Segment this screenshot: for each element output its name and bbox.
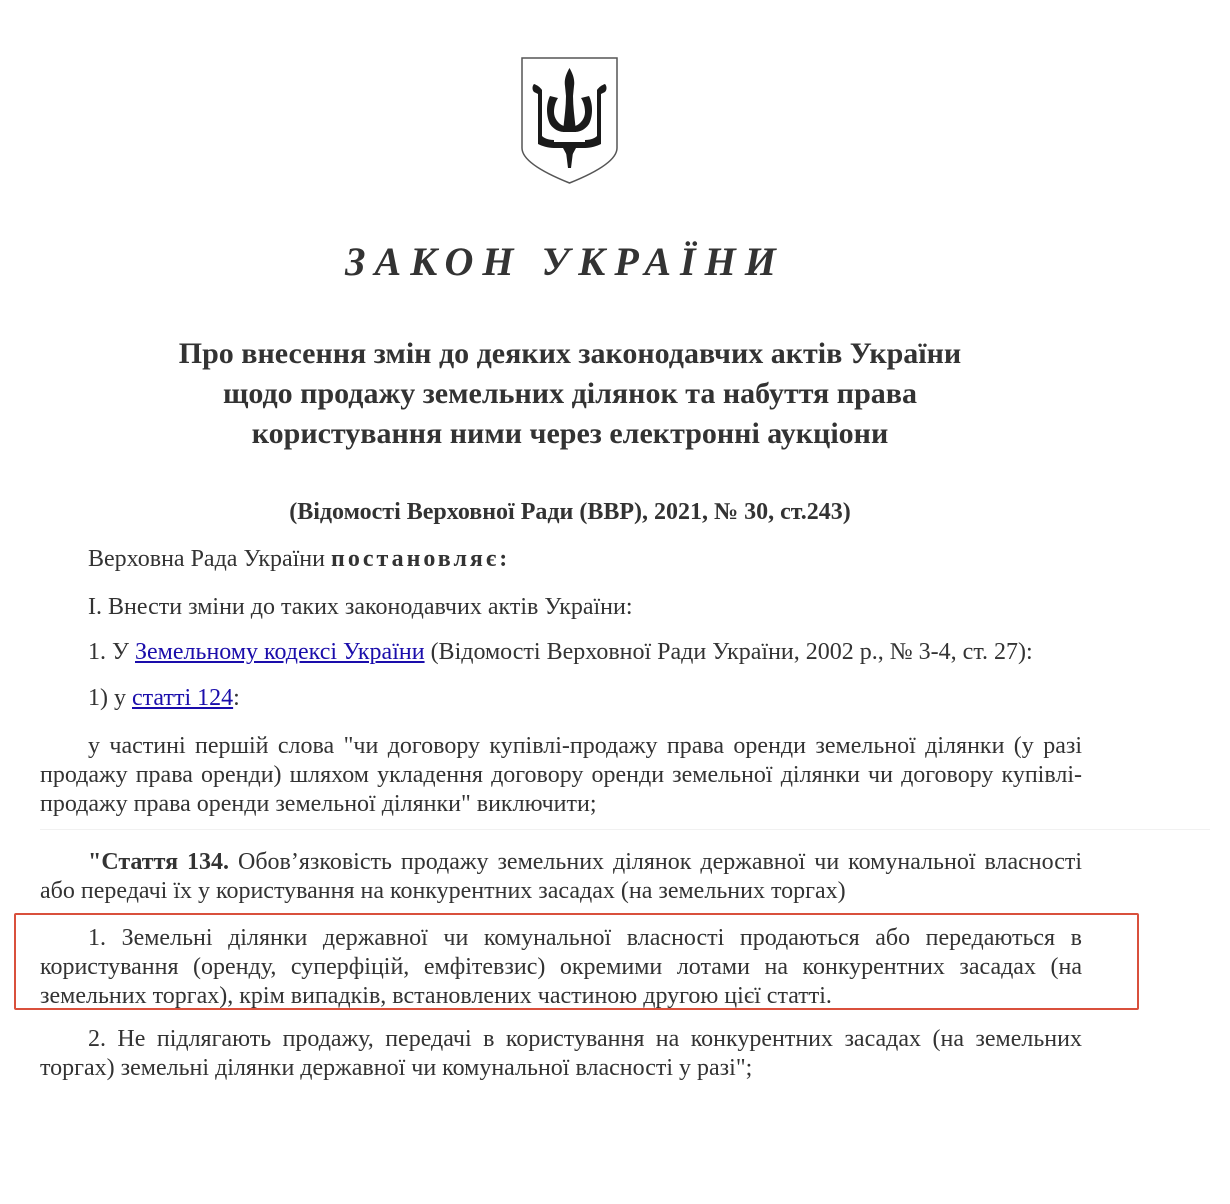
item-1: [40, 638, 1082, 667]
amendment-article-124: у частині першій слова "чи договору купівлі-продажу права оренди земельної ділянки (у разі продажу права оренди) шляхом укладення договору оренди земельної ділянки чи договору купівлі-продажу права оренди земельної ділянки" виключити;: [40, 733, 1082, 817]
item-1-1-suffix: :: [233, 685, 240, 711]
enacting-clause: [40, 545, 1082, 574]
section-divider: [40, 829, 1210, 830]
article-134-paragraph-1: 1. Земельні ділянки державної чи комунальної власності продаються або передаються в користування (оренду, суперфіцій, емфітевзис) окремими лотами на конкурентних засадах (на земельних торгах), крім випадків, встановлених частиною другою цієї статті.: [40, 925, 1082, 1009]
land-code-link[interactable]: Земельному кодексі України: [135, 639, 425, 665]
article-134-heading: [40, 848, 1082, 906]
enacting-emphasis: постановляє:: [331, 546, 511, 572]
item-1-prefix: 1. У: [88, 639, 135, 665]
law-title-line: користування ними через електронні аукціони: [251, 417, 889, 450]
enacting-text: Верховна Рада України: [88, 546, 331, 572]
section-i: I. Внести зміни до таких законодавчих актів України:: [88, 594, 633, 620]
highlight-box: [14, 913, 1139, 1010]
item-1-1-prefix: 1) у: [88, 685, 132, 711]
article-134-label: "Стаття 134.: [88, 849, 230, 875]
trident-coat-of-arms-icon: [520, 56, 619, 184]
article-124-link[interactable]: статті 124: [132, 685, 234, 711]
document-type-heading: ЗАКОН УКРАЇНИ: [345, 239, 785, 284]
law-title-line: Про внесення змін до деяких законодавчих актів України: [178, 337, 962, 370]
law-title-line: щодо продажу земельних ділянок та набуття права: [223, 377, 917, 410]
article-134-paragraph-2: 2. Не підлягають продажу, передачі в користування на конкурентних засадах (на земельних торгах) земельні ділянки державної чи комунальної власності у разі";: [40, 1026, 1082, 1081]
law-title: [40, 334, 1100, 454]
publication-source: (Відомості Верховної Ради (ВВР), 2021, № 30, ст.243): [289, 499, 851, 525]
item-1-1: [40, 684, 1082, 713]
article-134-heading-text: Обов’язковість продажу земельних ділянок державної чи комунальної власності або передачі їх у користування на конкурентних засадах (на земельних торгах): [40, 849, 1083, 904]
item-1-suffix: (Відомості Верховної Ради України, 2002 р., № 3-4, ст. 27):: [424, 639, 1033, 665]
